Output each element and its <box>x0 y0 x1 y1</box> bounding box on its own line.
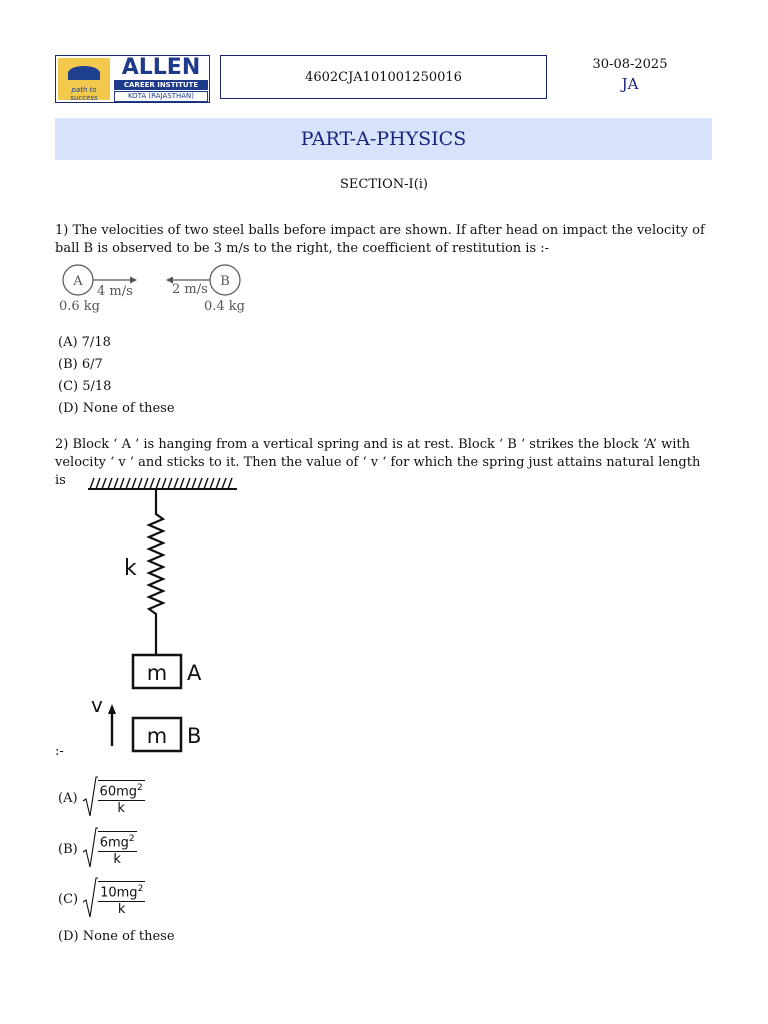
logo-tagline: path to success <box>70 86 98 102</box>
ball-b-label: B <box>220 274 230 289</box>
square-root: $\frac{6mg^2}{k}$ <box>82 827 137 871</box>
paper-code-box <box>220 55 547 99</box>
question-2-figure <box>85 474 245 756</box>
ball-a-speed: 4 m/s <box>97 284 133 299</box>
question-2-tail: :- <box>55 744 64 759</box>
option-label: (C) <box>58 891 79 907</box>
block-b-label: B <box>187 724 202 748</box>
velocity-label: v <box>91 693 103 717</box>
logo-brand: ALLEN <box>121 55 201 80</box>
q2-option-d[interactable]: (D) None of these <box>58 929 175 944</box>
part-title-bar <box>55 118 712 160</box>
q1-option-b[interactable]: (B) 6/7 <box>58 357 103 372</box>
ball-b-speed: 2 m/s <box>172 282 208 297</box>
option-label: (B) <box>58 841 78 857</box>
q2-option-a[interactable] <box>58 776 145 820</box>
question-1-figure <box>55 260 255 316</box>
block-a-label: A <box>187 661 202 685</box>
block-a-mass: m <box>146 661 168 685</box>
radical-sign-icon <box>82 877 98 921</box>
block-b-mass: m <box>146 724 168 748</box>
square-root: $\frac{60mg^2}{k}$ <box>82 776 145 820</box>
question-1-text: 1) The velocities of two steel balls before impact are shown. If after head on impact the velocity of ball B is observed to be 3 m/s to the right, the coefficient of restitution is :- <box>55 223 705 256</box>
spring-coil <box>149 489 163 655</box>
radical-sign-icon <box>82 827 98 871</box>
arrow-up-icon <box>108 704 116 714</box>
course-code: JA <box>621 75 639 93</box>
q1-option-c[interactable]: (C) 5/18 <box>58 379 112 394</box>
paper-code: 4602CJA101001250016 <box>305 69 462 85</box>
radical-sign-icon <box>82 776 98 820</box>
graduation-cap-icon <box>68 66 100 80</box>
option-label: (A) <box>58 790 78 806</box>
part-title: PART-A-PHYSICS <box>300 128 467 150</box>
q1-option-d[interactable]: (D) None of these <box>58 401 175 416</box>
ball-a-mass: 0.6 kg <box>59 299 101 314</box>
logo-location: KOTA (RAJASTHAN) <box>114 91 208 102</box>
ball-a-label: A <box>73 274 83 289</box>
allen-logo <box>55 55 210 103</box>
spring-constant-label: k <box>124 556 137 581</box>
square-root: $\frac{10mg^2}{k}$ <box>82 877 145 921</box>
arrow-head-right-icon <box>130 277 137 284</box>
ceiling-hatch <box>90 478 232 489</box>
exam-date: 30-08-2025 <box>592 57 668 72</box>
q2-option-c[interactable] <box>58 877 145 921</box>
logo-subtitle: CAREER INSTITUTE <box>114 80 208 90</box>
section-title: SECTION-I(i) <box>339 177 428 192</box>
q2-option-b[interactable] <box>58 827 137 871</box>
logo-emblem <box>58 58 110 100</box>
question-2-text: 2) Block ‘ A ’ is hanging from a vertical spring and is at rest. Block ‘ B ‘ strikes the block ‘A’ with velocity ‘ v ’ and sticks to it. Then the value of ‘ v ‘ for which the spring just attains natural length is <box>55 437 701 488</box>
q1-option-a[interactable]: (A) 7/18 <box>58 335 111 350</box>
ball-b-mass: 0.4 kg <box>204 299 246 314</box>
